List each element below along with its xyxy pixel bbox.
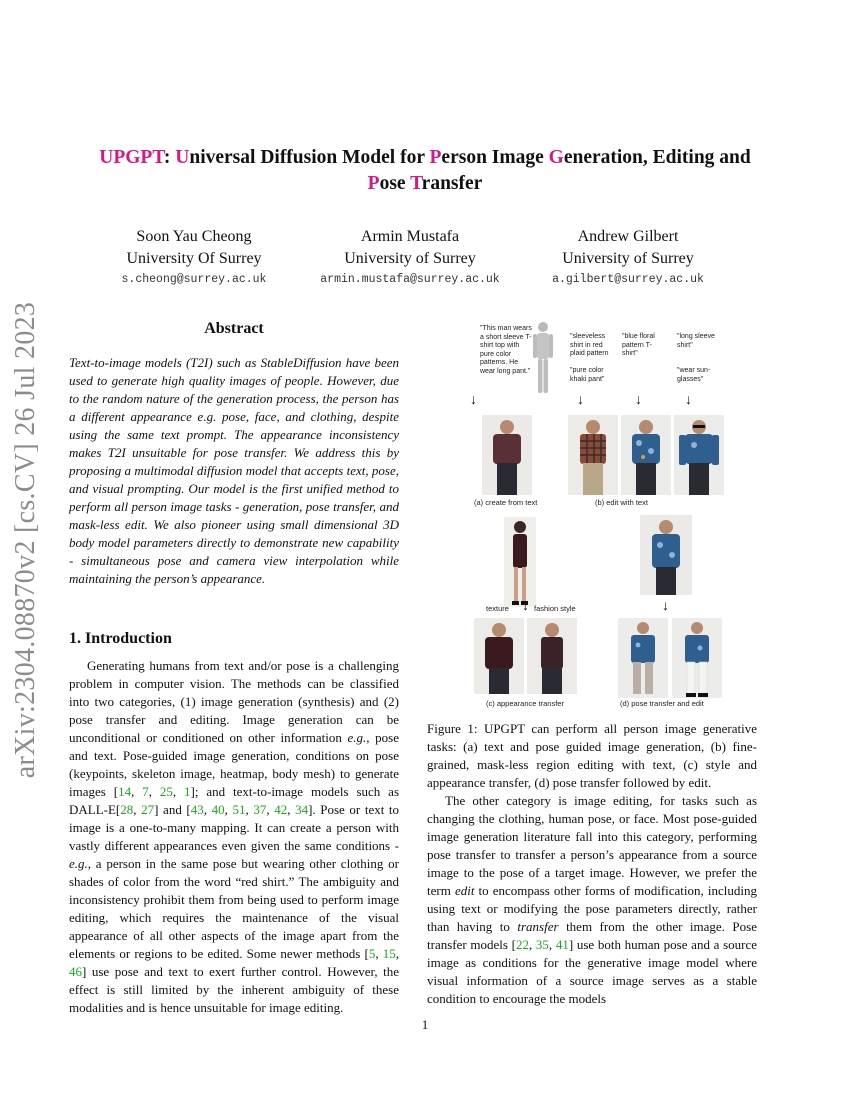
citation: 42 [274,802,288,817]
citation: 7 [142,784,149,799]
author-affiliation: University of Surrey [562,250,694,267]
arxiv-id: arXiv:2304.08870v2 [cs.CV] 26 Jul 2023 [10,301,41,779]
arrow-down-icon: ↓ [685,391,692,407]
citation: 35 [535,937,549,952]
edited-image-longsleeve [674,415,724,495]
label-create: (a) create from text [474,498,538,507]
citation: 28 [120,802,134,817]
appearance-image-1 [474,618,524,694]
prompt-sunglasses: "wear sun-glasses" [677,367,711,383]
citation: 15 [382,946,396,961]
arrow-down-icon: ↓ [635,391,642,407]
pose-transfer-image-2 [672,618,722,698]
author-affiliation: University of Surrey [344,250,476,267]
source-image-d [640,515,692,595]
arrow-down-icon: ↓ [522,597,529,613]
abstract-heading: Abstract [204,320,264,337]
figure-1 [470,315,730,711]
abstract-text: Text-to-image models (T2I) such as StableDiffusion have been used to generate high quality images of people. However, due to the random nature of the generation process, the person has a different appearance e.g. pose, face, and clothing, despite using the same text prompt. The appearance inconsistency makes T2I unsuitable for pose transfer. We address this by proposing a multimodal diffusion model that accepts text, pose, and visual prompting. Our model is the first unified method to perform all person image tasks - generation, pose transfer, and mask-less edit. We also pioneer using small dimensional 3D body model parameters directly to demonstrate new capability - simultaneous pose and camera view interpolation while maintaining the person’s appearance. [69,355,399,586]
citation: 51 [232,802,246,817]
author-name: Armin Mustafa [360,228,460,245]
edited-image-floral [621,415,671,495]
label-fashion-style: fashion style [534,604,576,613]
label-appearance: (c) appearance transfer [486,699,564,708]
author-email: a.gilbert@surrey.ac.uk [552,273,704,286]
author-2 [300,226,520,290]
arrow-down-icon: ↓ [470,391,477,407]
citation: 34 [295,802,309,817]
author-3 [518,226,738,290]
appearance-image-2 [527,618,577,694]
author-email: armin.mustafa@surrey.ac.uk [320,273,500,286]
generated-image-a [482,415,532,495]
fashion-style-image [504,517,536,607]
citation: 5 [368,946,376,961]
right-column-text: The other category is image editing, for tasks such as changing the clothing, human pose, or face. Most pose-guided image generation literature fall into this category, performing pose transfer to transfer a person’s appearance from a source image to the pose of a target image. However, we prefer the term edit to encompass other forms of modification, including using text or modifying the pose parameters directly, rather than having to transfer them from the other image. Pose transfer models [22, 35, 41] use both human pose and a source image as conditions for the generative image model where visual information of a source image serves as a stable condition to encourage the models [427,793,758,1006]
author-name: Andrew Gilbert [577,228,679,245]
pose-transfer-image-1 [618,618,668,698]
prompt-longsleeve: "long sleeve shirt" [677,333,715,349]
citation: 25 [159,784,173,799]
author-1 [84,226,304,290]
prompt-plaid: "sleeveless shirt in red plaid pattern [570,333,609,357]
page-number: 1 [421,1017,429,1032]
prompt-create: "This man wears a short sleeve T-shirt top with pure color patterns. He wear long pant." [480,325,532,375]
arrow-down-icon: ↓ [577,391,584,407]
intro-text: Generating humans from text and/or pose is a challenging problem in computer vision. The methods can be classified into two categories, (1) image generation (synthesis) and (2) pose transfer and editing. Image generation can be unconditional or conditioned on other information e.g., pose and text. Pose-guided image generation, conditions on pose (keypoints, skeleton image, heatmap, body mesh) to generate images [14, 7, 25, 1]; and text-to-image models such as DALL-E[28, 27] and [43, 40, 51, 37, 42, 34]. Pose or text to image is a one-to-many mapping. It can create a person with vastly different appearances even given the same conditions - e.g., a person in the same pose but wearing other clothing or shades of color from the word “red shirt.” The ambiguity and inconsistency prohibit them from being used to perform image editing, which requires the maintenance of the visual appearance of all other aspects of the image apart from the elements or regions to be edited. Some newer methods [5, 15, 46] use pose and text to exert further control. However, the effect is still limited by the inherent ambiguity of these modalities and is hence unsuitable for image editing. [69,658,400,1015]
author-name: Soon Yau Cheong [136,228,252,245]
label-texture: texture [486,604,509,613]
arrow-down-icon: ↓ [662,597,669,613]
label-pose-transfer: (d) pose transfer and edit [620,699,704,708]
figure-caption: Figure 1: UPGPT can perform all person image generative tasks: (a) text and pose guided image generation, (b) fine-grained, mask-less region editing with text, (c) style and appearance transfer, (d) pose transfer followed by edit. [427,721,757,790]
citation: 43 [190,802,204,817]
citation: 27 [141,802,155,817]
label-edit: (b) edit with text [595,498,648,507]
citation: 41 [555,937,569,952]
citation: 14 [118,784,132,799]
citation: 46 [69,964,82,979]
citation: 40 [211,802,225,817]
citation: 1 [184,784,191,799]
citation: 37 [253,802,267,817]
body-mesh-image [530,319,556,395]
author-email: s.cheong@surrey.ac.uk [121,273,267,286]
paper-title: UPGPT: Universal Diffusion Model for Person Image Generation, Editing and Pose Transfer [99,147,751,194]
edited-image-plaid [568,415,618,495]
author-affiliation: University Of Surrey [126,250,262,267]
intro-heading: 1. Introduction [69,630,172,647]
prompt-floral: "blue floral pattern T-shirt" [622,333,655,357]
prompt-khaki: "pure color khaki pant" [570,367,605,383]
arxiv-stamp [2,290,50,790]
citation: 22 [515,937,529,952]
